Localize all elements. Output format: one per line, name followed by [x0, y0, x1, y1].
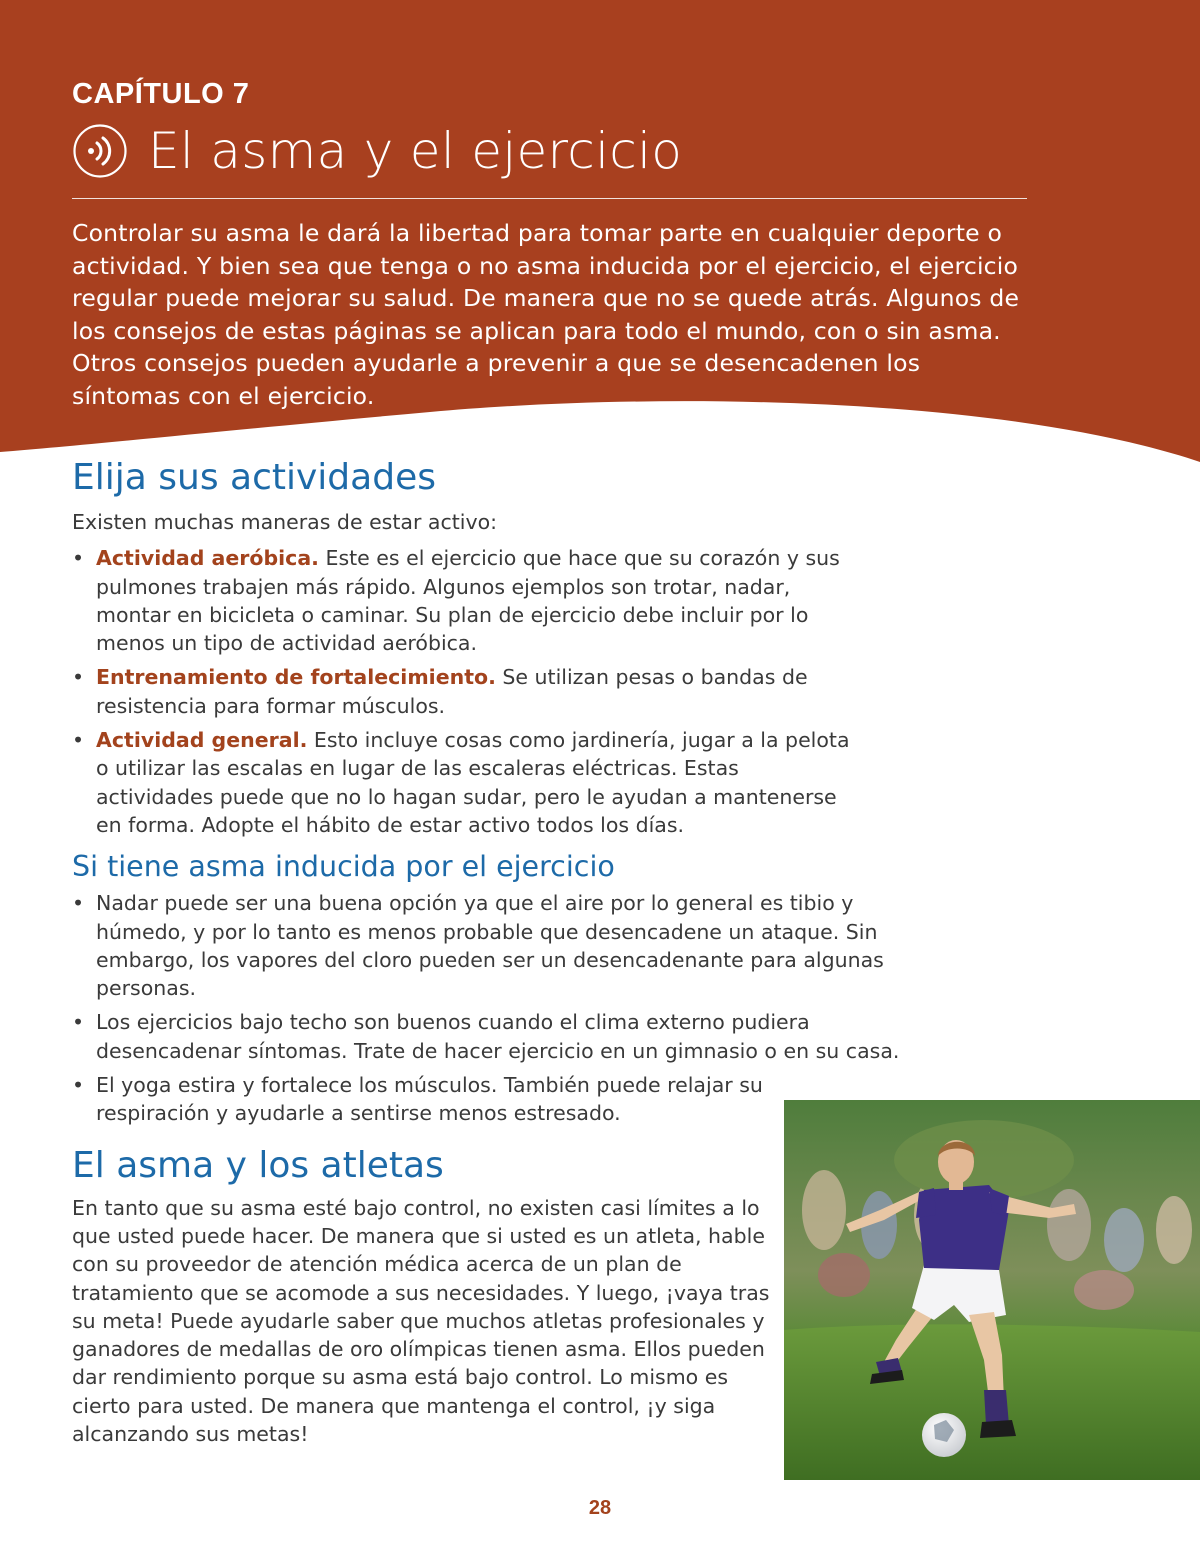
section-heading-exercise-induced: Si tiene asma inducida por el ejercicio [72, 850, 615, 884]
intro-paragraph: Controlar su asma le dará la libertad para tomar parte en cualquier deporte o actividad. Y bien sea que tenga o no asma inducida por el ejercicio, el ejercicio regular puede mejorar su salud. De manera que no se quede atrás. Algunos de los consejos de estas páginas se aplican para todo el mundo, con o sin asma. Otros consejos pueden ayudarle a prevenir a que se desencadenen los síntomas con el ejercicio. [72, 219, 1020, 410]
soccer-player-photo [784, 1100, 1200, 1480]
list-item: • Nadar puede ser una buena opción ya que el aire por lo general es tibio y húmedo, y por lo tanto es menos probable que desencadene un ataque. Sin embargo, los vapores del cloro pueden ser un desencadenante para algunas personas. [72, 889, 902, 1002]
list-item: • El yoga estira y fortalece los músculos. También puede relajar su respiración y ayudarle a sentirse menos estresado. [72, 1071, 766, 1128]
audio-icon[interactable] [72, 123, 128, 179]
list-item [72, 544, 862, 657]
title-row [72, 116, 1032, 186]
section-lead: Existen muchas maneras de estar activo: [72, 510, 498, 534]
list-item-term: Entrenamiento de fortalecimiento. [96, 665, 496, 690]
list-item-term: Actividad general. [96, 728, 308, 753]
section-heading-athletes: El asma y los atletas [72, 1144, 444, 1186]
activities-list [72, 544, 862, 839]
list-item-text: Este es el ejercicio que hace que su corazón y sus pulmones trabajen más rápido. Algunos ejemplos son trotar, nadar, montar en bicicleta o caminar. Su plan de ejercicio debe incluir por lo menos un tipo de actividad aeróbica. [96, 546, 840, 656]
list-item [72, 663, 862, 720]
exercise-induced-list [72, 889, 902, 1127]
chapter-header [72, 78, 1032, 436]
list-item-term: Actividad aeróbica. [96, 546, 319, 571]
list-item [72, 726, 862, 839]
page-title: El asma y el ejercicio [148, 122, 683, 180]
athletes-paragraph: En tanto que su asma esté bajo control, no existen casi límites a lo que usted puede hacer. De manera que si usted es un atleta, hable con su proveedor de atención médica acerca de un plan de tratamiento que se acomode a sus necesidades. Y luego, ¡vaya tras su meta! Puede ayudarle saber que muchos atletas profesionales y ganadores de medallas de oro olímpicas tienen asma. Ellos pueden dar rendimiento porque su asma está bajo control. Lo mismo es cierto para usted. De manera que mantenga el control, ¡y siga alcanzando sus metas! [72, 1195, 770, 1447]
list-item-text: Esto incluye cosas como jardinería, jugar a la pelota o utilizar las escalas en lugar de las escaleras eléctricas. Estas actividades puede que no lo hagan sudar, pero le ayudan a mantenerse en forma. Adopte el hábito de estar activo todos los días. [96, 728, 850, 837]
page-number: 28 [588, 1497, 612, 1519]
list-item-text: Se utilizan pesas o bandas de resistencia para formar músculos. [96, 665, 808, 718]
title-divider [72, 198, 1027, 199]
section-heading-activities: Elija sus actividades [72, 457, 436, 498]
chapter-label: CAPÍTULO 7 [72, 78, 250, 110]
list-item: • Los ejercicios bajo techo son buenos cuando el clima externo pudiera desencadenar síntomas. Trate de hacer ejercicio en un gimnasio o en su casa. [72, 1008, 902, 1065]
